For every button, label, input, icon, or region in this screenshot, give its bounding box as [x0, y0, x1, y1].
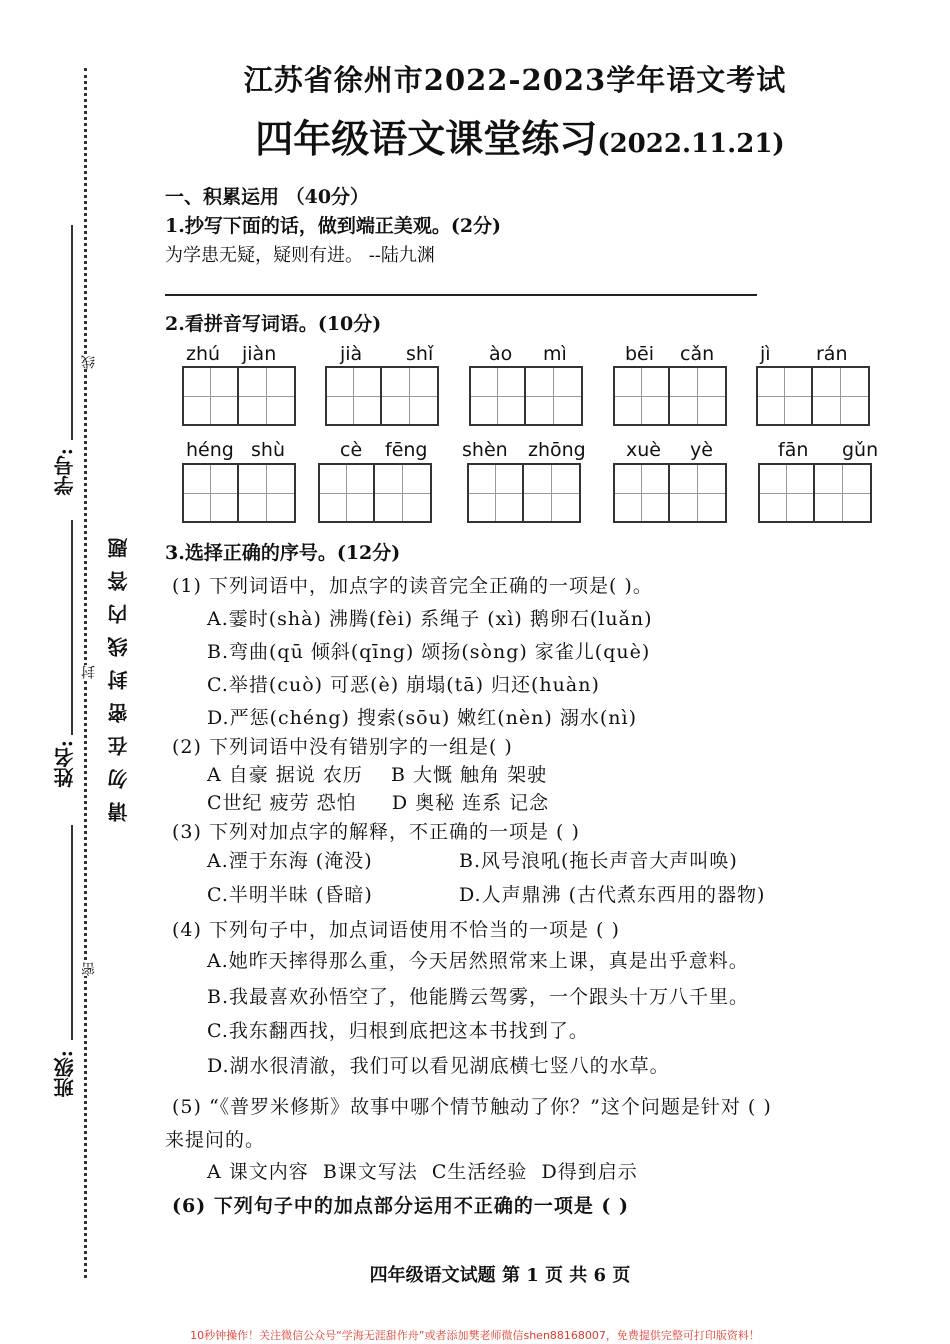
q3-1-option-a: A.霎时(shà) 沸腾(fèi) 系绳子 (xì) 鹅卵石(luǎn)	[207, 608, 653, 630]
pinyin-label: fēng	[385, 439, 428, 461]
writing-grid[interactable]	[758, 463, 872, 523]
q3-5-question: (5) “《普罗米修斯》故事中哪个情节触动了你？”这个问题是针对 ( )	[172, 1096, 772, 1118]
pinyin-label: shù	[251, 439, 285, 461]
writing-grid[interactable]	[469, 366, 583, 426]
q3-1-question: (1) 下列词语中，加点字的读音完全正确的一项是( )。	[172, 575, 653, 597]
q3-3-option-a: A.湮于东海 (淹没)	[207, 850, 373, 872]
writing-grid[interactable]	[467, 463, 581, 523]
q3-1-option-d: D.严惩(chéng) 搜索(sōu) 嫩红(nèn) 溺水(nì)	[207, 707, 637, 729]
q1-quote: 为学患无疑，疑则有进。 --陆九渊	[165, 245, 435, 266]
exam-title: 江苏省徐州市2022-2023学年语文考试	[243, 63, 787, 97]
q1-answer-line[interactable]	[165, 294, 757, 296]
q3-title: 3.选择正确的序号。(12分)	[165, 542, 401, 564]
exam-date: (2022.11.21)	[597, 129, 785, 159]
q3-4-question: (4) 下列句子中，加点词语使用不恰当的一项是 ( )	[172, 919, 620, 941]
q3-5-options: A 课文内容 B课文写法 C生活经验 D得到启示	[207, 1161, 638, 1183]
seal-mark-mi: 密	[81, 962, 97, 976]
pinyin-label: ào	[489, 343, 513, 365]
pinyin-label: shèn	[462, 439, 508, 461]
subtitle-text: 四年级语文课堂练习	[255, 116, 598, 161]
seal-mark-feng: 封	[81, 665, 97, 679]
q3-2-options-cd: C世纪 疲劳 恐怕 D 奥秘 连系 记念	[207, 792, 550, 814]
writing-grid[interactable]	[756, 366, 870, 426]
xingming-write-line	[71, 520, 73, 735]
pinyin-label: jiàn	[242, 343, 277, 365]
seal-notice: 请勿在密封线内答题	[107, 525, 131, 822]
q3-5-question-cont: 来提问的。	[165, 1129, 266, 1151]
q3-1-option-b: B.弯曲(qū 倾斜(qīng) 颂扬(sòng) 家雀儿(què)	[207, 641, 651, 663]
q3-2-question: (2) 下列词语中没有错别字的一组是( )	[172, 736, 513, 758]
banji-write-line	[71, 825, 73, 1040]
pinyin-label: jì	[760, 343, 771, 365]
pinyin-label: zhōng	[528, 439, 586, 461]
q3-1-option-c: C.举措(cuò) 可恶(è) 崩塌(tā) 归还(huàn)	[207, 674, 600, 696]
writing-grid[interactable]	[613, 463, 727, 523]
pinyin-label: zhú	[186, 343, 221, 365]
q3-4-option-b: B.我最喜欢孙悟空了，他能腾云驾雾，一个跟头十万八千里。	[207, 986, 750, 1008]
pinyin-label: bēi	[625, 343, 655, 365]
page-footer: 四年级语文试题 第 1 页 共 6 页	[369, 1265, 631, 1286]
xingming-label: 姓名:	[53, 740, 77, 788]
xuehao-label: 学号:	[53, 448, 77, 496]
q3-6-question: (6) 下列句子中的加点部分运用不正确的一项是 ( )	[172, 1195, 630, 1217]
q3-4-option-a: A.她昨天摔得那么重，今天居然照常来上课，真是出乎意料。	[207, 950, 749, 972]
q3-3-option-d: D.人声鼎沸 (古代煮东西用的器物)	[459, 884, 766, 906]
pinyin-label: cǎn	[680, 343, 715, 365]
pinyin-label: yè	[690, 439, 713, 461]
promo-banner: 10秒钟操作！关注微信公众号“学海无涯甜作舟”或者添加樊老师微信shen88168007，免费提供完整可打印版资料！	[190, 1329, 760, 1342]
q3-2-options-ab: A 自豪 据说 农历 B 大慨 触角 架驶	[207, 764, 548, 786]
writing-grid[interactable]	[613, 366, 727, 426]
pinyin-label: héng	[186, 439, 234, 461]
section-1-title: 一、积累运用 （40分）	[165, 186, 370, 208]
writing-grid[interactable]	[182, 366, 296, 426]
q3-3-option-b: B.风号浪吼(拖长声音大声叫唤)	[459, 850, 738, 872]
q3-4-option-c: C.我东翻西找，归根到底把这本书找到了。	[207, 1020, 589, 1042]
writing-grid[interactable]	[325, 366, 439, 426]
pinyin-label: gǔn	[842, 439, 879, 461]
pinyin-label: fān	[778, 439, 809, 461]
writing-grid[interactable]	[318, 463, 432, 523]
seal-mark-xian: 线	[81, 355, 97, 369]
q3-4-option-d: D.湖水很清澈，我们可以看见湖底横七竖八的水草。	[207, 1055, 670, 1077]
exam-subtitle	[0, 108, 950, 163]
pinyin-label: rán	[816, 343, 848, 365]
pinyin-label: mì	[543, 343, 567, 365]
pinyin-label: xuè	[626, 439, 661, 461]
xuehao-write-line	[71, 225, 73, 440]
pinyin-label: jià	[340, 343, 363, 365]
writing-grid[interactable]	[182, 463, 296, 523]
banji-label: 班级:	[53, 1050, 77, 1098]
q3-3-question: (3) 下列对加点字的解释，不正确的一项是 ( )	[172, 821, 580, 843]
q2-title: 2.看拼音写词语。(10分)	[165, 313, 382, 335]
q3-3-option-c: C.半明半昧 (昏暗)	[207, 884, 373, 906]
pinyin-label: cè	[340, 439, 363, 461]
q1-title: 1.抄写下面的话，做到端正美观。(2分)	[165, 215, 502, 237]
pinyin-label: shǐ	[406, 343, 434, 365]
